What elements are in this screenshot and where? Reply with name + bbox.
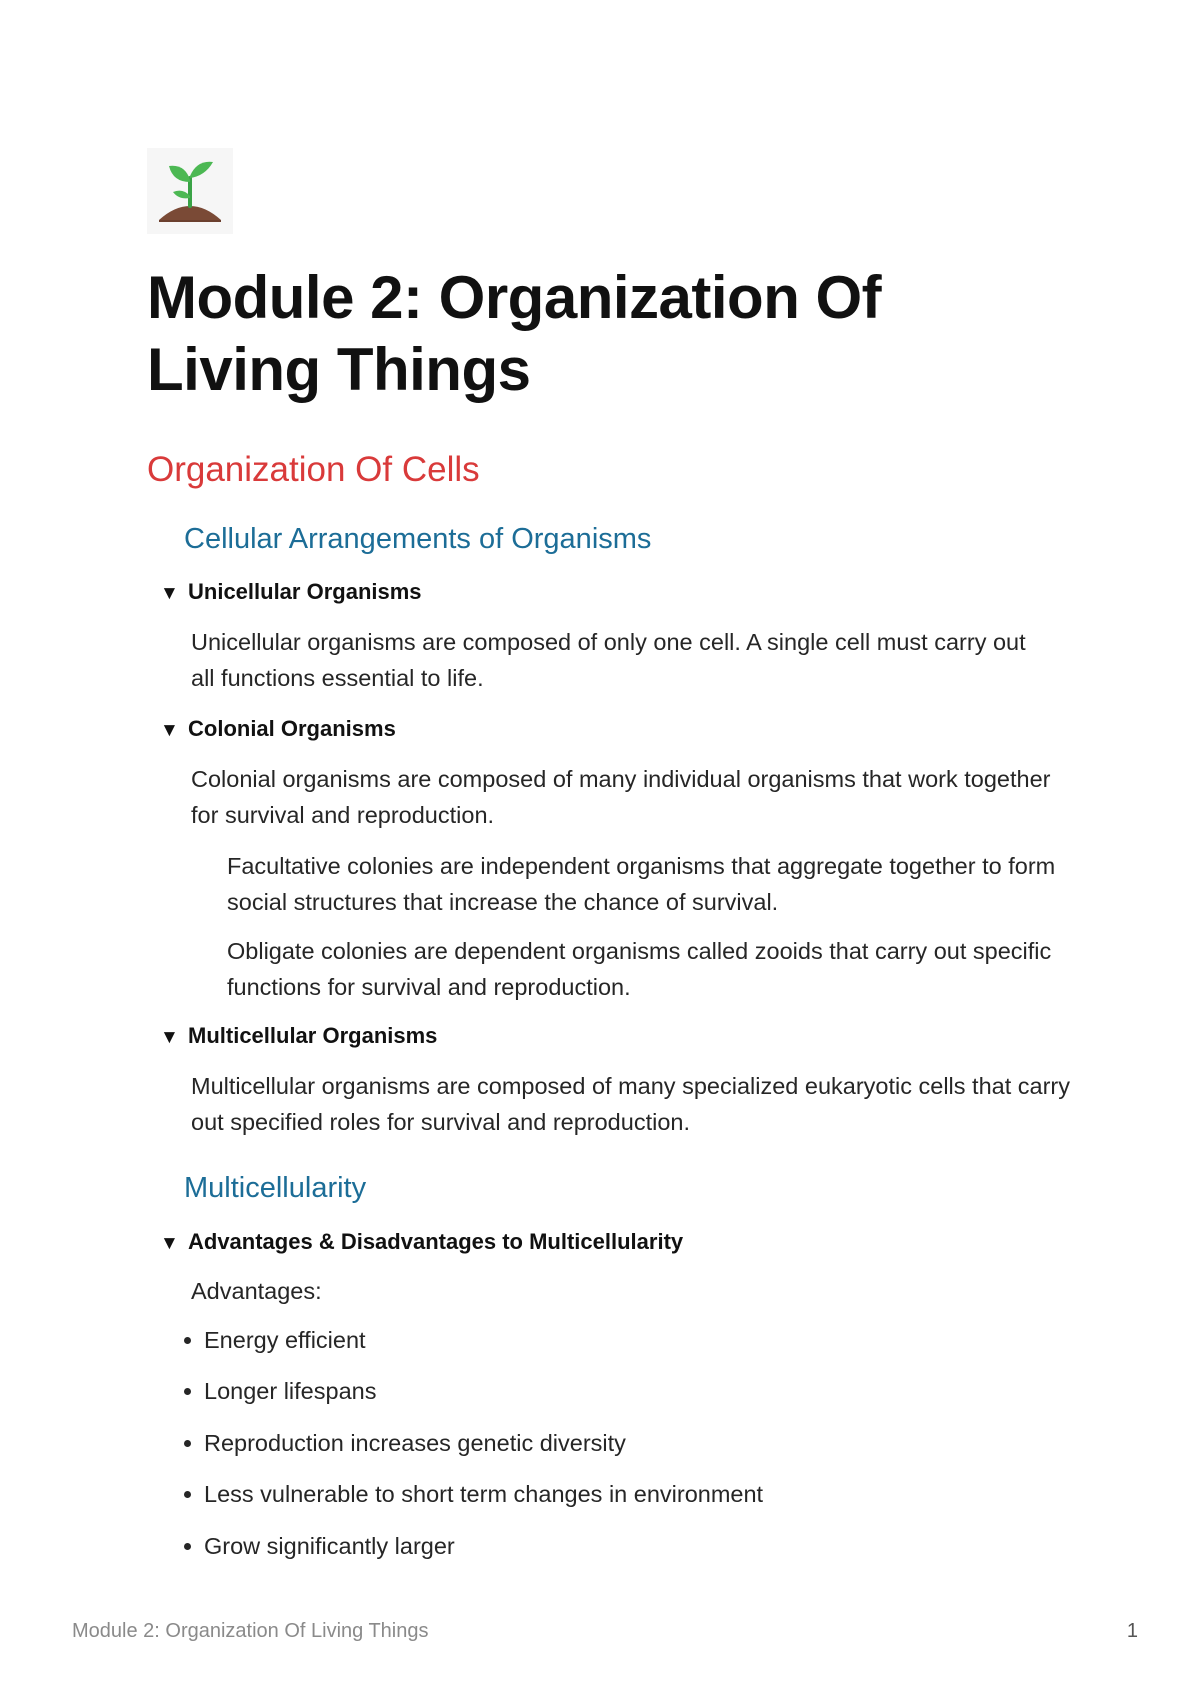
toggle-unicellular-organisms[interactable] — [160, 577, 422, 609]
toggle-arrow-icon: ▼ — [160, 720, 179, 741]
bullet-icon — [184, 1337, 191, 1344]
toggle-arrow-icon: ▼ — [160, 583, 179, 604]
toggle-arrow-icon: ▼ — [160, 1233, 179, 1254]
seedling-icon — [147, 148, 233, 234]
bullet-icon — [184, 1440, 191, 1447]
toggle-arrow-icon: ▼ — [160, 1027, 179, 1048]
toggle-label: Advantages & Disadvantages to Multicellularity — [188, 1229, 684, 1254]
subsection-heading-multicellularity: Multicellularity — [184, 1172, 367, 1204]
list-item: Longer lifespans — [204, 1375, 376, 1407]
colonial-description: Colonial organisms are composed of many individual organisms that work together for survival and reproduction. — [191, 766, 1051, 828]
bullet-icon — [184, 1388, 191, 1395]
toggle-advantages-disadvantages[interactable] — [160, 1227, 683, 1259]
toggle-label: Colonial Organisms — [188, 716, 396, 741]
toggle-label: Unicellular Organisms — [188, 579, 422, 604]
advantages-label: Advantages: — [191, 1278, 322, 1304]
list-item: Grow significantly larger — [204, 1530, 455, 1562]
bullet-icon — [184, 1491, 191, 1498]
facultative-colonies-text: Facultative colonies are independent organisms that aggregate together to form social structures that increase the chance of survival. — [227, 853, 1056, 915]
subsection-heading-cellular-arrangements: Cellular Arrangements of Organisms — [184, 523, 652, 555]
page-title: Module 2: Organization Of Living Things — [147, 264, 882, 403]
footer-title: Module 2: Organization Of Living Things — [72, 1620, 429, 1642]
multicellular-description: Multicellular organisms are composed of many specialized eukaryotic cells that carry out specified roles for survival and reproduction. — [191, 1073, 1071, 1135]
section-heading-organization-of-cells: Organization Of Cells — [147, 450, 480, 489]
unicellular-description: Unicellular organisms are composed of only one cell. A single cell must carry out all functions essential to life. — [191, 629, 1026, 691]
list-item: Less vulnerable to short term changes in environment — [204, 1478, 763, 1510]
obligate-colonies-text: Obligate colonies are dependent organisms called zooids that carry out specific functions for survival and reproduction. — [227, 938, 1052, 1000]
toggle-colonial-organisms[interactable] — [160, 714, 396, 746]
bullet-icon — [184, 1543, 191, 1550]
page-number: 1 — [1126, 1620, 1138, 1642]
toggle-multicellular-organisms[interactable] — [160, 1021, 437, 1053]
list-item: Energy efficient — [204, 1324, 366, 1356]
toggle-label: Multicellular Organisms — [188, 1023, 438, 1048]
list-item: Reproduction increases genetic diversity — [204, 1427, 626, 1459]
